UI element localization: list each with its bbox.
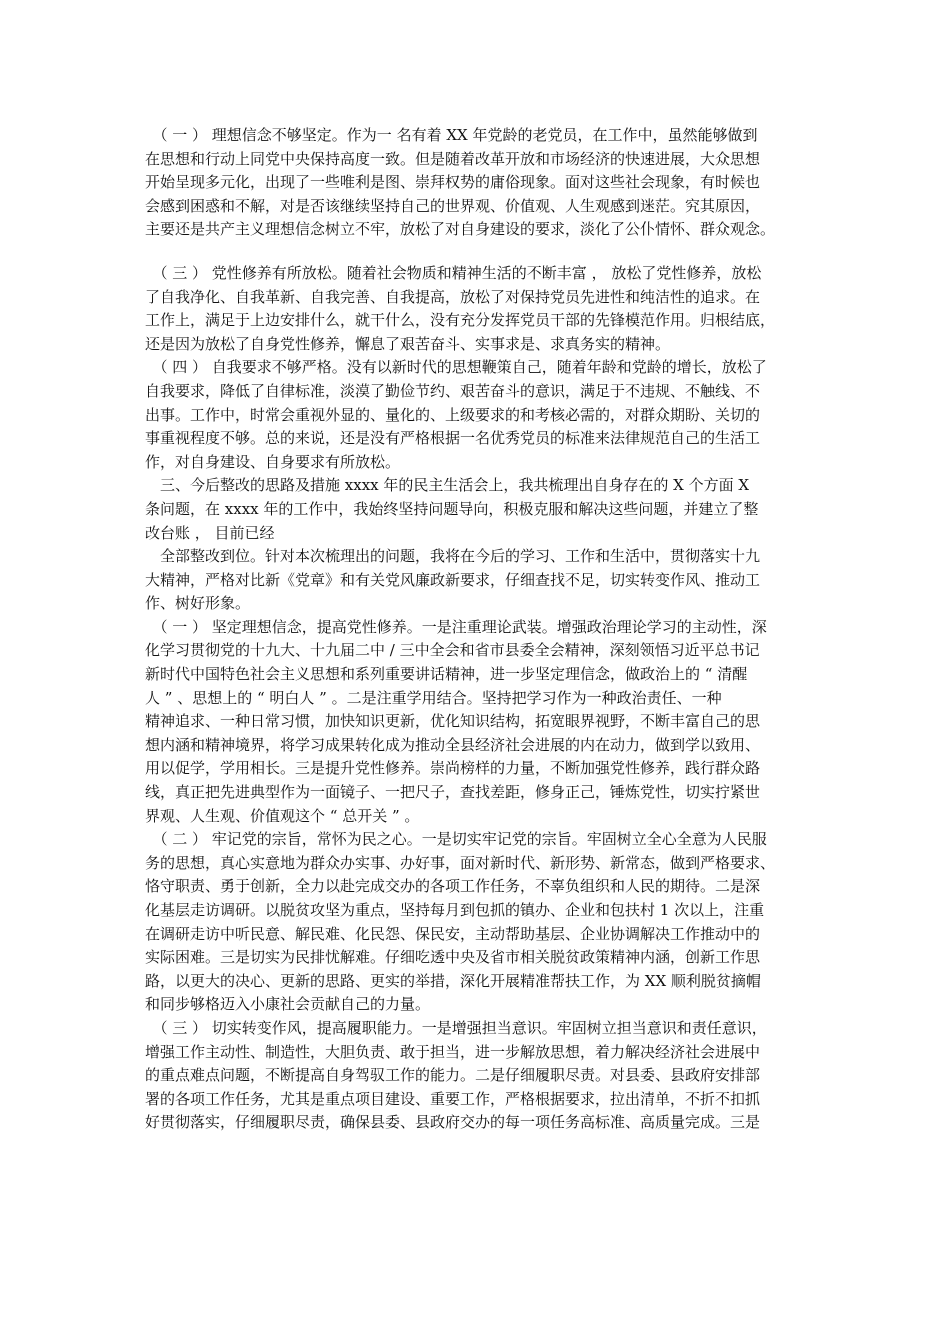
text-line: 开始呈现多元化，出现了一些唯利是图、崇拜权势的庸俗现象。面对这些社会现象，有时候也 [145, 173, 761, 192]
text-line: 三、今后整改的思路及措施 xxxx 年的民主生活会上，我共梳理出自身存在的 X 个方面 X [145, 476, 750, 495]
text-line: 新时代中国特色社会主义思想和系列重要讲话精神，进一步坚定理信念，做政治上的 “ 清醒 [145, 665, 748, 684]
text-line: （ 三 ） 党性修养有所放松。随着社会物质和精神生活的不断丰富 ， 放松了党性修养，放松 [145, 263, 762, 282]
text-line [145, 242, 805, 262]
text-line: 事重视程度不够。总的来说，还是没有严格根据一名优秀党员的标准来法律规范自己的生活工 [145, 429, 761, 448]
text-line: （ 一 ） 坚定理想信念，提高党性修养。一是注重理论武装。增强政治理论学习的主动性，深 [145, 617, 767, 636]
text-line: 务的思想，真心实意地为群众办实事、办好事，面对新时代、新形势、新常态，做到严格要求、 [145, 853, 776, 872]
text-line: 路，以更大的决心、更新的思路、更实的举措，深化开展精准帮扶工作，为 XX 顺利脱贫摘帽 [145, 971, 761, 990]
text-line: 会感到困惑和不解，对是否该继续坚持自己的世界观、价值观、人生观感到迷茫。究其原因， [145, 196, 761, 215]
text-line: 工作上，满足于上边安排什么，就干什么，没有充分发挥党员干部的先锋模范作用。归根结底， [145, 311, 776, 330]
text-line: 化基层走访调研。以脱贫攻坚为重点，坚持每月到包抓的镇办、企业和包扶村 1 次以上，注重 [145, 901, 765, 919]
text-line: （ 二 ） 牢记党的宗旨，常怀为民之心。一是切实牢记党的宗旨。牢固树立全心全意为人民服 [145, 830, 767, 849]
text-line: 实际困难。三是切实为民排忧解难。仔细吃透中央及省市相关脱贫政策精神内涵，创新工作思 [145, 948, 761, 967]
text-line: 增强工作主动性、制造性，大胆负责、敢于担当，进一步解放思想，着力解决经济社会进展中 [145, 1042, 761, 1061]
text-line: （ 三 ） 切实转变作风，提高履职能力。一是增强担当意识。牢固树立担当意识和责任意识， [145, 1018, 767, 1037]
text-line: 恪守职责、勇于创新，全力以赴完成交办的各项工作任务，不辜负组织和人民的期待。二是深 [145, 877, 761, 896]
text-line: 作、树好形象。 [145, 594, 251, 613]
text-line: 想内涵和精神境界，将学习成果转化成为推动全县经济社会进展的内在动力，做到学以致用、 [145, 735, 761, 754]
text-line: 署的各项工作任务，尤其是重点项目建设、重要工作，严格根据要求，拉出清单，不折不扣抓 [145, 1089, 761, 1108]
text-line: 了自我净化、自我革新、自我完善、自我提高，放松了对保持党员先进性和纯洁性的追求。在 [145, 287, 761, 306]
text-line: 精神追求、一种日常习惯，加快知识更新，优化知识结构，拓宽眼界视野，不断丰富自己的思 [145, 712, 761, 731]
text-line: 条问题，在 xxxx 年的工作中，我始终坚持问题导向，积极克服和解决这些问题，并建立了整 [145, 499, 759, 518]
text-line: 线，真正把先进典型作为一面镜子、一把尺子，查找差距，修身正己，锤炼党性，切实拧紧世 [145, 783, 761, 802]
text-line: （ 四 ） 自我要求不够严格。没有以新时代的思想鞭策自己，随着年龄和党龄的增长，放松了 [145, 358, 767, 377]
text-line: 在调研走访中听民意、解民难、化民怨、保民安，主动帮助基层、企业协调解决工作推动中的 [145, 924, 761, 943]
text-line: 还是因为放松了自身党性修养，懈息了艰苦奋斗、实事求是、求真务实的精神。 [145, 334, 671, 353]
text-line: 人 ” 、思想上的 “ 明白人 ” 。二是注重学用结合。坚持把学习作为一种政治责任、一种 [145, 688, 722, 707]
text-line: 出事。工作中，时常会重视外显的、量化的、上级要求的和考核必需的，对群众期盼、关切的 [145, 405, 761, 424]
text-line: 作，对自身建设、自身要求有所放松。 [145, 452, 401, 471]
text-line: 主要还是共产主义理想信念树立不牢，放松了对自身建设的要求，淡化了公仆情怀、群众观念。 [145, 220, 776, 239]
text-line: 界观、人生观、价值观这个 “ 总开关 ” 。 [145, 806, 420, 825]
text-line: 全部整改到位。针对本次梳理出的问题，我将在今后的学习、工作和生活中，贯彻落实十九 [145, 547, 761, 566]
text-line: 好贯彻落实，仔细履职尽责，确保县委、县政府交办的每一项任务高标准、高质量完成。三是 [145, 1113, 761, 1132]
text-line: 和同步够格迈入小康社会贡献自己的力量。 [145, 995, 431, 1014]
text-line: 用以促学，学用相长。三是提升党性修养。崇尚榜样的力量，不断加强党性修养，践行群众路 [145, 759, 761, 778]
text-line: 大精神，严格对比新《党章》和有关党风廉政新要求，仔细查找不足，切实转变作风、推动工 [145, 570, 761, 589]
text-line: 自我要求，降低了自律标准，淡漠了勤俭节约、艰苦奋斗的意识，满足于不违规、不触线、不 [145, 381, 761, 400]
text-line: 的重点难点问题，不断提高自身驾驭工作的能力。二是仔细履职尽责。对县委、县政府安排部 [145, 1066, 761, 1085]
text-line: （ 一 ） 理想信念不够坚定。作为一 名有着 XX 年党龄的老党员，在工作中，虽然能够做到 [145, 126, 758, 144]
text-line: 改台账 ， 目前已经 [145, 523, 275, 542]
text-line: 化学习贯彻党的十九大、十九届二中 / 三中全会和省市县委全会精神，深刻领悟习近平总书记 [145, 641, 760, 660]
text-line: 在思想和行动上同党中央保持高度一致。但是随着改革开放和市场经济的快速进展，大众思想 [145, 149, 761, 168]
document-body [145, 124, 805, 1135]
